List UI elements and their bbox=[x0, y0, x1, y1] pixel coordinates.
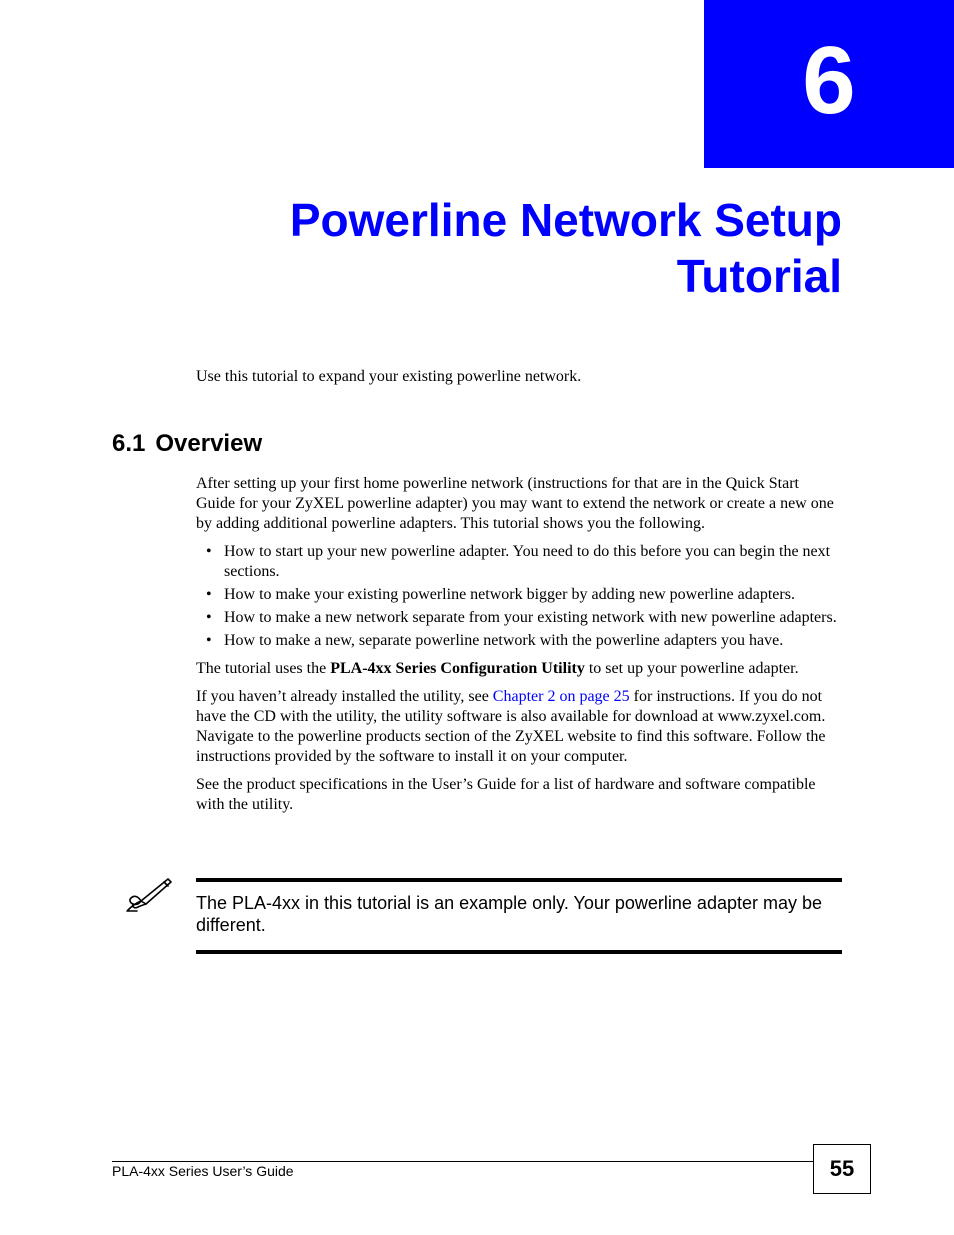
note-box bbox=[196, 878, 842, 954]
utility-name: PLA-4xx Series Configuration Utility bbox=[330, 660, 585, 677]
bullet-icon: • bbox=[206, 543, 212, 560]
writing-hand-icon bbox=[124, 876, 174, 912]
page-number: 55 bbox=[813, 1144, 871, 1194]
bullet-icon: • bbox=[206, 586, 212, 603]
utility-text-before: The tutorial uses the bbox=[196, 660, 331, 677]
section-heading bbox=[112, 429, 262, 459]
chapter-2-link[interactable]: Chapter 2 on page 25 bbox=[492, 688, 630, 705]
chapter-title bbox=[142, 192, 842, 304]
install-text-before: If you haven’t already installed the utility, see bbox=[196, 688, 493, 705]
utility-paragraph bbox=[196, 659, 842, 679]
list-item-text: How to make a new, separate powerline network with the powerline adapters you have. bbox=[224, 632, 784, 649]
chapter-number: 6 bbox=[802, 27, 856, 134]
note-text: The PLA-4xx in this tutorial is an example only. Your powerline adapter may be different. bbox=[196, 893, 823, 935]
overview-paragraph: After setting up your first home powerline network (instructions for that are in the Quick Start Guide for your ZyXEL powerline adapter) you may want to extend the network or create a new one by adding additional powerline adapters. This tutorial shows you the following. bbox=[196, 475, 834, 532]
list-item bbox=[196, 542, 842, 582]
install-paragraph bbox=[196, 687, 842, 767]
list-item-text: How to make your existing powerline network bigger by adding new powerline adapters. bbox=[224, 586, 795, 603]
list-item bbox=[196, 585, 842, 605]
list-item bbox=[196, 608, 842, 628]
list-item bbox=[196, 631, 842, 651]
section-title: Overview bbox=[155, 430, 263, 457]
list-item-text: How to start up your new powerline adapter. You need to do this before you can begin the next sections. bbox=[224, 543, 831, 580]
intro-paragraph: Use this tutorial to expand your existing powerline network. bbox=[196, 368, 582, 385]
chapter-title-line1: Powerline Network Setup bbox=[289, 194, 842, 246]
specifications-paragraph: See the product specifications in the User’s Guide for a list of hardware and software compatible with the utility. bbox=[196, 776, 816, 813]
install-text-after: for instructions. If you do not have the CD with the utility, the utility software is also available for download at www.zyxel.com. Navigate to the powerline products section of the ZyXEL website to find this software. Follow the instructions provided by the software to install it on your computer. bbox=[196, 688, 826, 765]
section-content bbox=[196, 474, 842, 823]
section-number: 6.1 bbox=[112, 430, 146, 457]
bullet-list bbox=[196, 542, 842, 651]
bullet-icon: • bbox=[206, 609, 212, 626]
chapter-number-box bbox=[704, 0, 954, 168]
utility-text-after: to set up your powerline adapter. bbox=[584, 660, 799, 677]
list-item-text: How to make a new network separate from your existing network with new powerline adapters. bbox=[224, 609, 837, 626]
chapter-title-line2: Tutorial bbox=[676, 250, 842, 302]
bullet-icon: • bbox=[206, 632, 212, 649]
footer-guide-title: PLA-4xx Series User’s Guide bbox=[112, 1163, 294, 1179]
